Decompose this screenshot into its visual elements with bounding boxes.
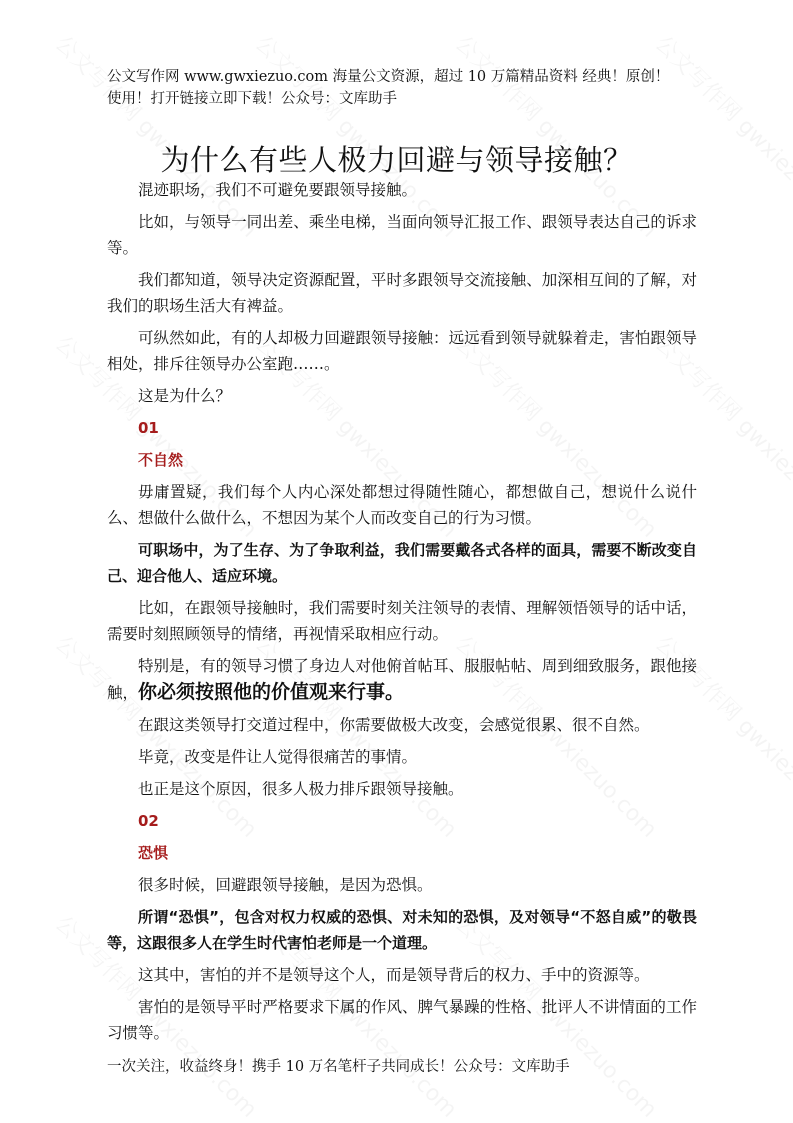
section-paragraph: 害怕的是领导平时严格要求下属的作风、脾气暴躁的性格、批评人不讲情面的工作习惯等。 (107, 998, 697, 1042)
intro-paragraph: 我们都知道，领导决定资源配置，平时多跟领导交流接触、加深相互间的了解，对我们的职场生活大有裨益。 (107, 271, 697, 315)
section-heading: 不自然 (138, 451, 184, 469)
section-paragraph-bold: 可职场中，为了生存、为了争取利益，我们需要戴各式各样的面具，需要不断改变自己、迎合他人、适应环境。 (107, 541, 697, 585)
section-heading: 恐惧 (138, 844, 169, 862)
intro-paragraph: 比如，与领导一同出差、乘坐电梯，当面向领导汇报工作、跟领导表达自己的诉求等。 (107, 213, 697, 257)
article-title: 为什么有些人极力回避与领导接触？ (160, 143, 633, 177)
intro-paragraph: 可纵然如此，有的人却极力回避跟领导接触：远远看到领导就躲着走，害怕跟领导相处，排斥往领导办公室跑……。 (107, 329, 697, 373)
section-paragraph (107, 653, 697, 706)
section-number: 02 (138, 812, 159, 830)
intro-question: 这是为什么？ (138, 387, 232, 405)
section-paragraph: 也正是这个原因，很多人极力排斥跟领导接触。 (138, 780, 464, 798)
page-footer: 一次关注，收益终身！携手 10 万名笔杆子共同成长！公众号：文库助手 (107, 1059, 570, 1075)
section-text: 特别是，有的领导习惯了身边人对他俯首帖耳、服服帖帖、周到细致服务，跟他接触， (107, 657, 697, 702)
section-number: 01 (138, 419, 159, 437)
emphasis-text: 你必须按照他的价值观来行事。 (138, 681, 405, 703)
article-body (107, 177, 697, 1052)
header-line-1: 公文写作网 www.gwxiezuo.com 海量公文资源，超过 10 万篇精品资料 经典！原创！ (107, 69, 670, 85)
section-paragraph: 比如，在跟领导接触时，我们需要时刻关注领导的表情、理解领悟领导的话中话，需要时刻照顾领导的情绪，再视情采取相应行动。 (107, 599, 697, 643)
section-paragraph: 这其中，害怕的并不是领导这个人，而是领导背后的权力、手中的资源等。 (138, 966, 650, 984)
section-paragraph: 毋庸置疑，我们每个人内心深处都想过得随性随心，都想做自己，想说什么说什么、想做什么做什么，不想因为某个人而改变自己的行为习惯。 (107, 483, 697, 527)
page-header (107, 66, 697, 110)
section-paragraph: 很多时候，回避跟领导接触，是因为恐惧。 (138, 876, 433, 894)
section-paragraph-bold: 所谓“恐惧”，包含对权力权威的恐惧、对未知的恐惧，及对领导“不怒自威”的敬畏等，这跟很多人在学生时代害怕老师是一个道理。 (107, 908, 697, 952)
intro-paragraph: 混迹职场，我们不可避免要跟领导接触。 (138, 181, 418, 199)
section-paragraph: 在跟这类领导打交道过程中，你需要做极大改变，会感觉很累、很不自然。 (138, 716, 650, 734)
header-line-2: 使用！打开链接立即下载！公众号：文库助手 (107, 91, 397, 107)
section-paragraph: 毕竟，改变是件让人觉得很痛苦的事情。 (138, 748, 418, 766)
